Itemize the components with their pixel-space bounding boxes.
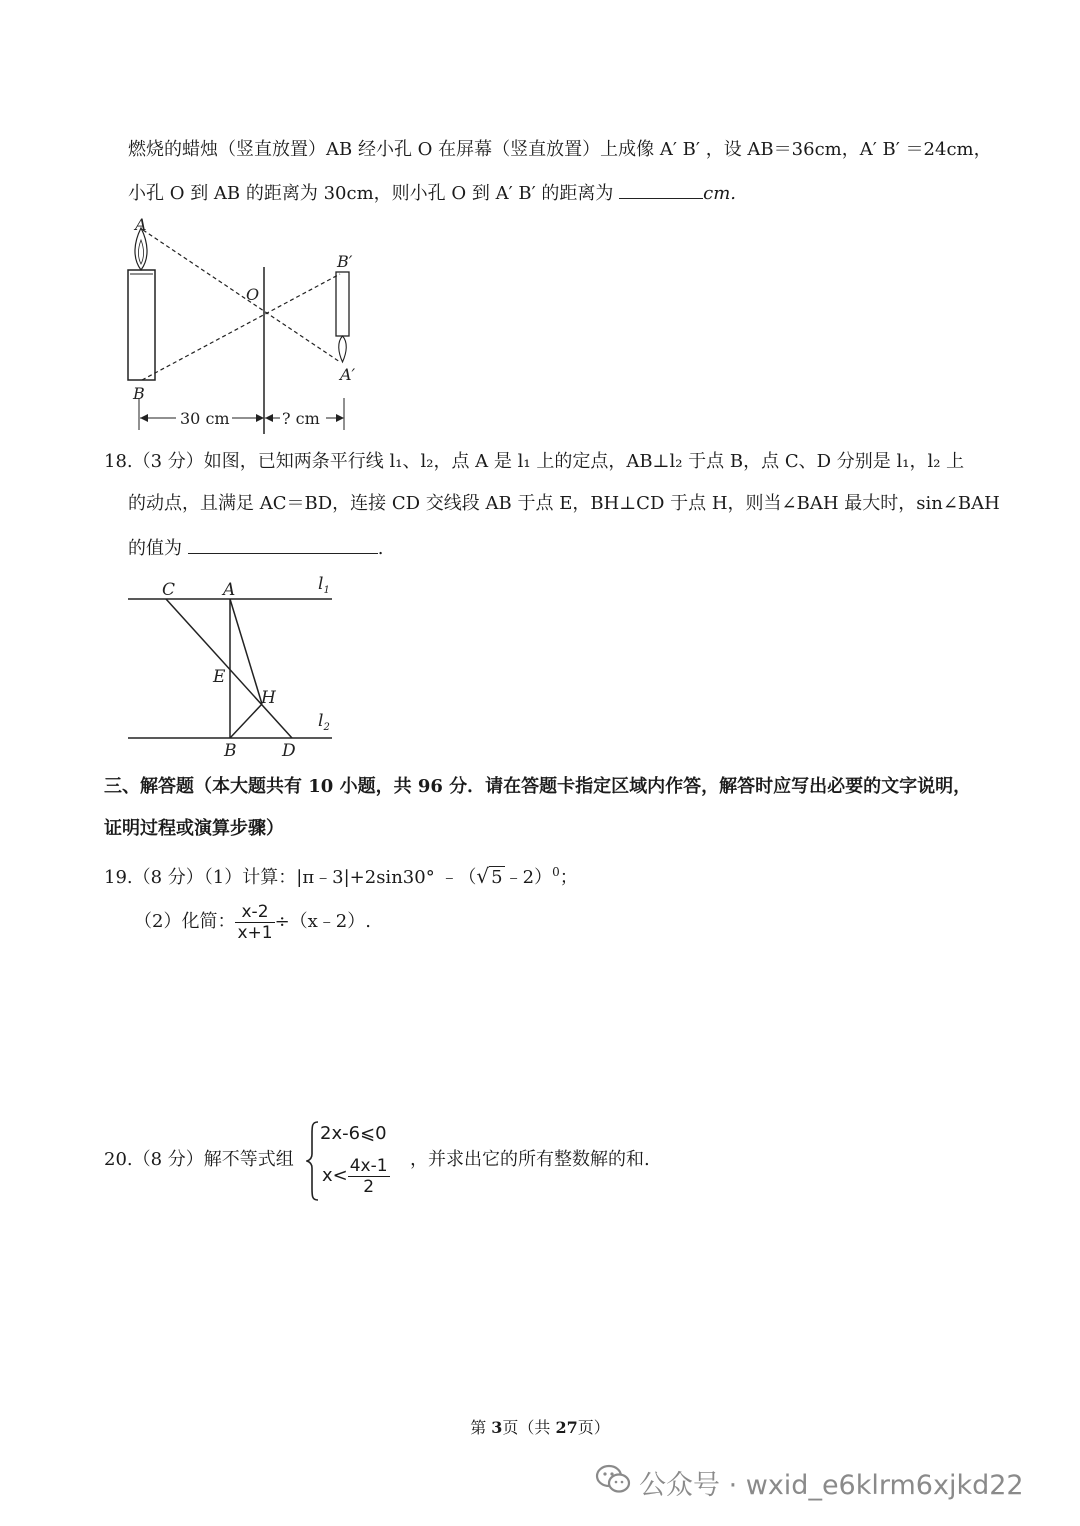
q18-line3 [128,535,383,561]
q19-part2 [134,898,371,946]
footer-page-number: 3 [491,1418,503,1437]
label-B-prime: B′ [337,252,353,271]
inequality-1: 2x-6⩽0 [320,1123,387,1144]
fraction-x-minus-2-over-x-plus-1 [235,902,274,943]
wechat-icon [595,1464,631,1501]
label-E: E [213,667,226,687]
image-candle [336,272,349,336]
label-C: C [162,580,176,600]
answer-blank [188,535,378,554]
fraction-denominator: 2 [363,1176,375,1197]
q19-part2-text: （2）化简： [134,911,236,932]
ray-top [143,230,340,362]
q17-unit: cm. [703,183,737,204]
footer-post: 页） [577,1418,610,1437]
q19-part2-tail: ÷（x﹣2）. [274,911,371,932]
label-D: D [282,741,296,761]
inequality-2-lhs: x< [322,1165,348,1186]
q18-line1: 18.（3 分）如图，已知两条平行线 l₁、l₂，点 A 是 l₁ 上的定点，AB⊥l₂ 于点 B，点 C、D 分别是 l₁，l₂ 上 [104,451,965,472]
inequality-2 [322,1150,390,1202]
label-A: A [223,580,236,600]
q17-line2 [128,180,736,206]
q17-line2-text: 小孔 O 到 AB 的距离为 30cm，则小孔 O 到 A′ B′ 的距离为 [128,183,620,204]
footer-pre: 第 [470,1418,492,1437]
label-l1: $l_1$ [318,574,330,596]
q19-part1 [104,860,578,890]
label-O: O [246,285,260,304]
answer-blank [619,180,703,199]
label-H: H [261,688,276,708]
section3-heading-line1: 三、解答题（本大题共有 10 小题，共 96 分．请在答题卡指定区域内作答，解答时应写出必要的文字说明， [104,776,972,797]
pinhole-figure [118,212,368,442]
q17-line1: 燃烧的蜡烛（竖直放置）AB 经小孔 O 在屏幕（竖直放置）上成像 A′ B′ ，设 AB＝36cm，A′ B′ ＝24cm， [128,139,992,160]
label-A-prime: A′ [340,365,356,384]
q19-part1-text: 19.（8 分）（1）计算：|π﹣3|+2sin30° ﹣（ [104,867,477,888]
fraction-4x-minus-1-over-2 [348,1156,390,1197]
footer-total-pages: 27 [555,1418,578,1437]
watermark-text: 公众号 · wxid_e6klrm6xjkd22 [639,1470,1024,1501]
label-B: B [133,384,145,403]
q20-tail: ，并求出它的所有整数解的和. [410,1149,650,1170]
candle-body [128,270,155,380]
q18-line2: 的动点，且满足 AC＝BD，连接 CD 交线段 AB 于点 E，BH⊥CD 于点 H，则当∠BAH 最大时，sin∠BAH [128,493,1000,514]
footer-mid: 页（共 [502,1418,556,1437]
label-l2: $l_2$ [318,711,330,733]
parallel-lines-figure [120,570,350,765]
segment-BH [230,704,262,738]
fraction-numerator: x-2 [235,902,274,923]
q18-period: . [377,538,384,559]
exponent-zero: 0 [552,865,560,879]
sqrt-arg: 5 [491,867,503,888]
ray-bottom [142,274,340,380]
section3-heading-line2: 证明过程或演算步骤） [104,818,284,839]
fraction-numerator: 4x-1 [349,1155,388,1176]
q20-lead: 20.（8 分）解不等式组 [104,1149,294,1170]
watermark [595,1463,1024,1502]
dim-right-label: ? cm [282,409,320,428]
image-flame [339,336,347,362]
dim-left-label: 30 cm [180,409,230,428]
page-footer [0,1415,1080,1438]
q18-line3-text: 的值为 [128,538,188,559]
label-A: A [135,215,147,234]
segment-CD [166,599,292,738]
q19-part1-semicolon: ； [559,867,578,888]
fraction-denominator: x+1 [237,922,273,943]
q19-part1-tail: ﹣2） [504,867,553,888]
label-B: B [224,741,237,761]
system-brace [306,1120,320,1202]
sqrt-sign: √ [476,864,490,888]
